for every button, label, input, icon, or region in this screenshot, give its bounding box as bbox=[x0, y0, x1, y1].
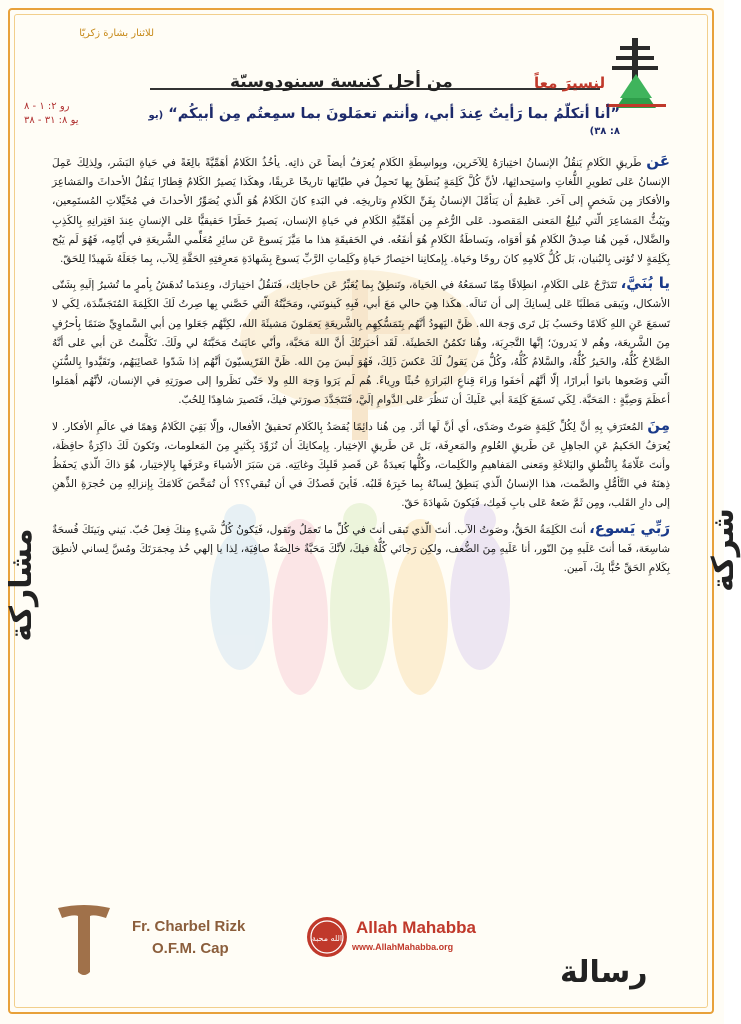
verse-text: ”أنا أتكلّمُ بما رَأيتُ عِندَ أبي، وأنتم تعمَلونَ بما سمِعتُم مِن أبيكُم“ bbox=[168, 106, 620, 122]
paragraph-3-lead: مِنَ bbox=[647, 415, 670, 434]
author-order: O.F.M. Cap bbox=[152, 940, 229, 957]
author-signature bbox=[54, 902, 254, 982]
paragraph-1-lead: عَن bbox=[646, 152, 670, 170]
paragraph-1-text: طَريقِ الكَلامِ يَنقُلُ الإنسانُ اختِبارَهُ لِلآخَرين، وبِواسِطَةِ الكَلامِ يُعرَفُ أيضاً عَن ذاتِه. يأخُذُ الكَلامُ أهَمِّيَّةً بالِغَةً في حَياةِ البَشَر، ولِذلِكَ عَمِلَ الإنسانُ عَلى تَطويرِ اللُّغاتِ واستِحداثِها، لأنَّ كُلَّ كَلِمَةٍ يُنطَقُ بِها تَحمِلُ في طيّاتِها تاريخًا عَريقًا، وهكَذا يَصيرُ الكَلامُ قِطارًا يَنقُلُ الأحداثَ والمَشاعِرَ والأفكارَ مِن شَخصٍ إلى آخر. عَظيمٌ أن يَتأمَّلَ الإنسانُ بِفَنِّ الكَلامِ وتاريخِه. في البَدءِ كانَ الكَلامُ هُوَ الّذي يُصَوِّرُ الأحداثَ في مُخَيِّلاتِ المُستَمِعين، ويَبُثُّ المَشاعِرَ الّتي تُبلِغُ المَعنى المَقصود. عَلى الرُّغمِ مِن أهَمِّيَّةِ الكَلامِ في حَياةِ الإنسان، يَصيرُ خَطَرًا حَقيقيًّا عَلى الإنسانِ عِندَ اقتِرانِهِ بِالكَذِبِ والضَّلال، فَمِن هُنا صِدقُ الكَلامِ هُوَ أقوَاه، وبَساطَةُ الكَلامِ هُوَ أنفَعُه. في الحَقيقَةِ هذا ما مَيَّزَ يَسوعَ عَن سائِرِ مُعَلِّمي الشَّريعَةِ في أيّامِه، فَهُوَ لَم يَبُح بِكَلِمَةٍ لا تُؤتى بِالبُنيان، بَل كُلُّ كَلامِهِ كانَ روحًا وحَياة. بِإمكانِنا اختِصارُ حَياةِ وكَلِماتِ الرَّبِّ يَسوعَ بِشَهادَةِ مَعرِفتِهِ الحَقَّةِ لِلآب، بِما جَعَلَهُ شَهيدًا لِلحَقّ. bbox=[52, 157, 670, 266]
meditation-body bbox=[52, 152, 670, 583]
side-word-mission: رسالة bbox=[560, 955, 648, 990]
author-name: Fr. Charbel Rizk bbox=[132, 918, 246, 935]
paragraph-4-text: أنتَ الكَلِمَةُ الحَقُّ، وصَوتُ الآب. أنتَ الّذي تَبقى أنتَ في كُلِّ ما تَعمَلُ وتَقول، فَيَكونُ كُلُّ شَيءٍ مِنكَ فِعلَ حُبّ. بَيني وبَينَكَ فُسحَةٌ شاسِعَة، فَما أنتَ عَلَيهِ مِنَ النّور، أنا عَلَيهِ مِنَ الضُّعف، ولكِن رَجائي كُلُّهُ فيكَ، لأنَّكَ مَحَبَّةٌ خالِصَةٌ صافِيَة، لِذا يا إلهي خُذ مِجمَرَتَكَ ومُسَّ لِساني لأنطِقَ بِكَلامِ الحَقِّ حُبًّا بِكَ، آمين. bbox=[52, 523, 670, 575]
verse-reference: (يو ٨: ٣٨) bbox=[148, 110, 620, 137]
reference-john: يو ٨: ٣١ - ٣٨ bbox=[24, 115, 79, 126]
verse-quote bbox=[140, 106, 620, 138]
paragraph-1 bbox=[52, 152, 670, 269]
dedication-text: للاثنار بشارة زكريّا bbox=[79, 28, 154, 39]
tau-cross-icon bbox=[54, 902, 114, 978]
paragraph-2 bbox=[52, 274, 670, 410]
brand-name: Allah Mahabba bbox=[356, 918, 476, 937]
paragraph-3-text: المُعتَرَفِ بِهِ أنَّ لِكُلِّ كَلِمَةٍ صَوتٌ وصَدًى، أي أنَّ لَها أثَر. مِن هُنا دائِمًا يُقصَدُ بِالكَلامِ تَحقيقُ الأفعال، وإلّا بَقِيَ الكَلامُ وَهمًا في عالَمِ الأفكار. لا يُعرَفُ الحَكيمُ عَنِ الجاهِلِ عَن طَريقِ العُلومِ والمَعرِفَة، بَل عَن طَريقِ الإختِبار. بِإمكانِكَ أن تُزَوِّدَ بِكَثيرٍ مِنَ المَعلومات، وتَكونَ لَكَ ذاكِرَةٌ حافِظَة، وأنتَ عَلّامَةٌ بِالنُّطقِ والبَلاغَةِ ومَعنى المَفاهيمِ والكَلِمات، وكُلُّها بَعيدَةٌ عَن قَصدِ قَلبِكَ وغايَتِه. مَن سَبَرَ الأشياءَ وعَرَفَها بِالإختِبار، هُوَ ذاكَ الّذي يَحفَظُ ذِهنَهُ في التَّأمُّلِ والصَّمت، هذا الإنسانُ الّذي يَنطِقُ لِسانُهُ بِما خَبِرَهُ قَلبُه. فَأينَ قَصدُكَ في أن تُبقي؟؟؟ أن تُمَحِّصَ كَلامَكَ بِإنزالِهِ مِن حُجرَةِ الذِّهنِ إلى دارِ القَلب، ومِن ثَمَّ ضَعهُ عَلى بابِ فَمِك، فَيَكونَ شَهادَةَ حَقّ. bbox=[52, 420, 670, 510]
reference-romans: رو ٢: ١ - ٨ bbox=[24, 101, 70, 112]
logo-text: الله محبة bbox=[311, 934, 343, 943]
cross-cedar-logo-icon bbox=[606, 38, 666, 110]
side-word-participation: مشاركة bbox=[4, 528, 39, 642]
slogan-synodal-church: من أجل كنيسة سينودوسيّة bbox=[230, 72, 453, 92]
paragraph-4-lead: رَبِّي يَسوع، bbox=[589, 518, 671, 537]
paragraph-3 bbox=[52, 416, 670, 514]
brand-url[interactable]: www.AllahMahabba.org bbox=[352, 942, 454, 952]
allah-mahabba-logo-icon bbox=[306, 916, 348, 958]
scripture-references bbox=[24, 100, 114, 128]
side-word-communion: شركة bbox=[706, 508, 741, 592]
paragraph-2-lead: يا بُنَيَّ، bbox=[620, 274, 670, 293]
paragraph-4 bbox=[52, 519, 670, 579]
slogan-walk-together: لنسيرَ معاً bbox=[534, 74, 606, 92]
paragraph-2-text: تَتَدَرَّجُ عَلى الكَلامِ، انطِلاقًا مِمّا تَسمَعُهُ في الحَياة، وتَنطِقُ بِما يُعَبِّرُ عَن حاجاتِك، فَتَنقُلُ اختِبارَك، وعِندَما تُدهَشُ بِأمرٍ ما تُشيرُ إلَيهِ بِشَتّى الأشكال، ويَبقى مَطلَبًا عَلى لِسانِكَ إلى أن تَنالَه. هكَذا هِيَ حالي مَعَ أبي، فَبِهِ كَينونَتي، ومَحَبَّتُهُ الّتي خَصَّني بِها صِرتُ لَكَ الكَلِمَةَ المُتَجَسِّدَة، لِكَي لا تَسمَعَ عَنِ اللهِ كَلامًا وحَسبُ بَل تَرى وَجهَ الله. ظَنَّ اليَهودُ أنَّهُم بِتَمَسُّكِهِم بِالشَّريعَةِ يَعمَلونَ مَشيئَةَ الله، لكِنَّهُم جَعَلوا مِن أبي السَّماوِيِّ صَنَمًا بِأحرُفٍ مِنَ الشَّريعَة، وهُم لا يَدرونَ؛ إنَّها التَّجرِبَة، وهُنا تَكمُنُ الخَطيئَة. لَقَد أخبَرتُكَ أنَّ اللهَ مَحَبَّة، وأنّي عايَنتُ مَحَبَّتَهُ لي ولَكَ. تَكَلَّمتُ عَن أبي عَلى أنَّهُ الصَّلاحُ كُلُّهُ، والخَيرُ كُلُّهُ، والسَّلامُ كُلُّهُ، وكُلُّ مَن يَقولُ لَكَ عَكسَ ذَلِكَ، فَهُوَ لَيسَ مِنَ الله. ظَنَّ الفَرّيسيّونَ أنَّهُم إذا شَدّوا عَصائِبَهُم، وتَقَيَّدوا بِالسُّنَنِ الّتي وَضَعوها باتوا أبرارًا، إلّا أنَّهُم أخفَوا وَراءَ قِناعِ البَرارَةِ خُبثًا ورِياءً. هُم لَم يَرَوا وَجهَ اللهِ ولا حَتّى نَظَروا إلى صورَتِهِ في الإنسان، لأنَّهُم أهمَلوا أعظَمَ وَصِيَّةٍ : المَحَبَّة. لِكَي تَسمَعَ كَلِمَةَ أبي عَلَيكَ أن تَنظُرَ عَلى الدَّوامِ إلَيَّ، فَتَتَجَدَّدَ صورَتي فيكَ، فَتَصيرَ شاهِدًا لِلحُبّ. bbox=[52, 279, 670, 407]
